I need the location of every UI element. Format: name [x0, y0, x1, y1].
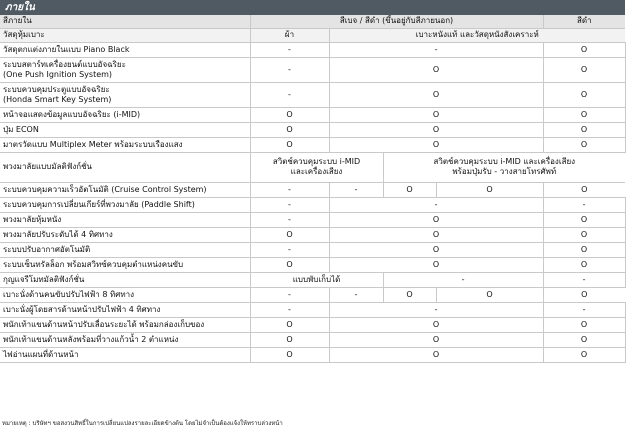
value-cell: O [543, 287, 625, 302]
value-cell: O [543, 182, 625, 197]
value-cell: - [250, 42, 329, 57]
seat-col-b: เบาะหนังแท้ และวัสดุหนังสังเคราะห์ [329, 28, 625, 42]
value-cell: O [383, 182, 436, 197]
value-cell: - [250, 302, 329, 317]
value-cell: O [329, 107, 543, 122]
table-row [0, 332, 625, 347]
row-label: พนักเท้าแขนด้านหน้าปรับเลื่อนระยะได้ พร้อมกล่องเก็บของ [0, 317, 250, 332]
value-cell: O [543, 82, 625, 107]
seat-material-row [0, 28, 625, 42]
value-cell: O [250, 137, 329, 152]
value-cell: O [329, 57, 543, 82]
value-cell: - [543, 197, 625, 212]
row-label: เบาะนั่งผู้โดยสารด้านหน้าปรับไฟฟ้า 4 ทิศทาง [0, 302, 250, 317]
table-row [0, 57, 625, 82]
value-cell: O [329, 317, 543, 332]
row-label: พนักเท้าแขนด้านหลังพร้อมที่วางแก้วน้ำ 2 ตำแหน่ง [0, 332, 250, 347]
value-cell: - [329, 197, 543, 212]
table-row [0, 242, 625, 257]
table-row [0, 302, 625, 317]
row-label: ไฟอ่านแผนที่ด้านหน้า [0, 347, 250, 362]
row-label: พวงมาลัยปรับระดับได้ 4 ทิศทาง [0, 227, 250, 242]
table-row [0, 227, 625, 242]
value-cell: O [436, 182, 543, 197]
table-row [0, 122, 625, 137]
value-cell: O [329, 137, 543, 152]
row-label: ระบบปรับอากาศอัตโนมัติ [0, 242, 250, 257]
value-cell: - [383, 272, 543, 287]
value-cell: O [543, 257, 625, 272]
value-cell: O [543, 107, 625, 122]
value-cell: - [329, 287, 383, 302]
row-label: ระบบควบคุมการเปลี่ยนเกียร์ที่พวงมาลัย (Paddle Shift) [0, 197, 250, 212]
value-cell: O [543, 212, 625, 227]
row-label: ระบบควบคุมความเร็วอัตโนมัติ (Cruise Control System) [0, 182, 250, 197]
row-label: ระบบเซ็นทรัลล็อก พร้อมสวิทซ์ควบคุมตำแหน่งคนขับ [0, 257, 250, 272]
table-row [0, 347, 625, 362]
value-cell: O [543, 242, 625, 257]
row-label: พวงมาลัยแบบมัลติฟังก์ชั่น [0, 152, 250, 182]
value-cell: - [329, 302, 543, 317]
value-cell: O [543, 317, 625, 332]
section-title: ภายใน [0, 0, 625, 15]
interior-spec-table [0, 15, 625, 363]
value-cell: - [250, 197, 329, 212]
seat-col-a: ผ้า [250, 28, 329, 42]
value-cell: O [543, 332, 625, 347]
row-label: หน้าจอแสดงข้อมูลแบบอัจฉริยะ (i-MID) [0, 107, 250, 122]
table-row [0, 82, 625, 107]
row-label: พวงมาลัยหุ้มหนัง [0, 212, 250, 227]
steering-col-b: สวิตช์ควบคุมระบบ i-MID และเครื่องเสียง พร้อมปุ่มรับ - วางสายโทรศัพท์ [383, 152, 625, 182]
value-cell: O [329, 122, 543, 137]
row-label: เบาะนั่งด้านคนขับปรับไฟฟ้า 8 ทิศทาง [0, 287, 250, 302]
footnote: หมายเหตุ : บริษัทฯ ขอสงวนสิทธิ์ในการเปลี่ยนแปลงรายละเอียดข้างต้น โดยไม่จำเป็นต้องแจ้งให้ทราบล่วงหน้า [2, 420, 283, 427]
header-row [0, 15, 625, 28]
value-cell: O [250, 227, 329, 242]
value-cell: O [250, 347, 329, 362]
value-cell: O [329, 242, 543, 257]
value-cell: O [329, 257, 543, 272]
value-cell: O [543, 347, 625, 362]
row-label: มาตรวัดแบบ Multiplex Meter พร้อมระบบเรืองแสง [0, 137, 250, 152]
value-cell: - [543, 272, 625, 287]
table-row [0, 107, 625, 122]
table-row [0, 257, 625, 272]
table-row [0, 42, 625, 57]
key-col-a: แบบพับเก็บได้ [250, 272, 383, 287]
value-cell: - [250, 82, 329, 107]
value-cell: - [250, 212, 329, 227]
value-cell: - [543, 302, 625, 317]
value-cell: O [250, 107, 329, 122]
value-cell: O [250, 332, 329, 347]
value-cell: O [543, 42, 625, 57]
row-label: วัสดุตกแต่งภายในแบบ Piano Black [0, 42, 250, 57]
remote-key-row [0, 272, 625, 287]
value-cell: O [329, 82, 543, 107]
header-col-b: สีดำ [543, 15, 625, 28]
value-cell: O [383, 287, 436, 302]
table-row [0, 182, 625, 197]
value-cell: - [250, 182, 329, 197]
steering-col-a: สวิตช์ควบคุมระบบ i-MID และเครื่องเสียง [250, 152, 383, 182]
row-label: ระบบสตาร์ทเครื่องยนต์แบบอัจฉริยะ (One Push Ignition System) [0, 57, 250, 82]
value-cell: - [329, 182, 383, 197]
row-label: ระบบควบคุมประตูแบบอัจฉริยะ (Honda Smart Key System) [0, 82, 250, 107]
table-row [0, 287, 625, 302]
value-cell: O [329, 212, 543, 227]
value-cell: O [329, 347, 543, 362]
value-cell: - [250, 287, 329, 302]
table-row [0, 137, 625, 152]
value-cell: O [543, 137, 625, 152]
value-cell: O [250, 257, 329, 272]
header-col-a: สีเบจ / สีดำ (ขึ้นอยู่กับสีภายนอก) [250, 15, 543, 28]
row-label: กุญแจรีโมทมัลติฟังก์ชั่น [0, 272, 250, 287]
value-cell: O [543, 227, 625, 242]
table-row [0, 317, 625, 332]
value-cell: O [543, 57, 625, 82]
value-cell: O [250, 317, 329, 332]
value-cell: O [250, 122, 329, 137]
value-cell: O [436, 287, 543, 302]
header-label: สีภายใน [0, 15, 250, 28]
table-row [0, 212, 625, 227]
value-cell: - [250, 242, 329, 257]
value-cell: O [543, 122, 625, 137]
value-cell: - [329, 42, 543, 57]
row-label: ปุ่ม ECON [0, 122, 250, 137]
table-row [0, 197, 625, 212]
value-cell: - [250, 57, 329, 82]
steering-row [0, 152, 625, 182]
seat-label: วัสดุหุ้มเบาะ [0, 28, 250, 42]
value-cell: O [329, 227, 543, 242]
value-cell: O [329, 332, 543, 347]
